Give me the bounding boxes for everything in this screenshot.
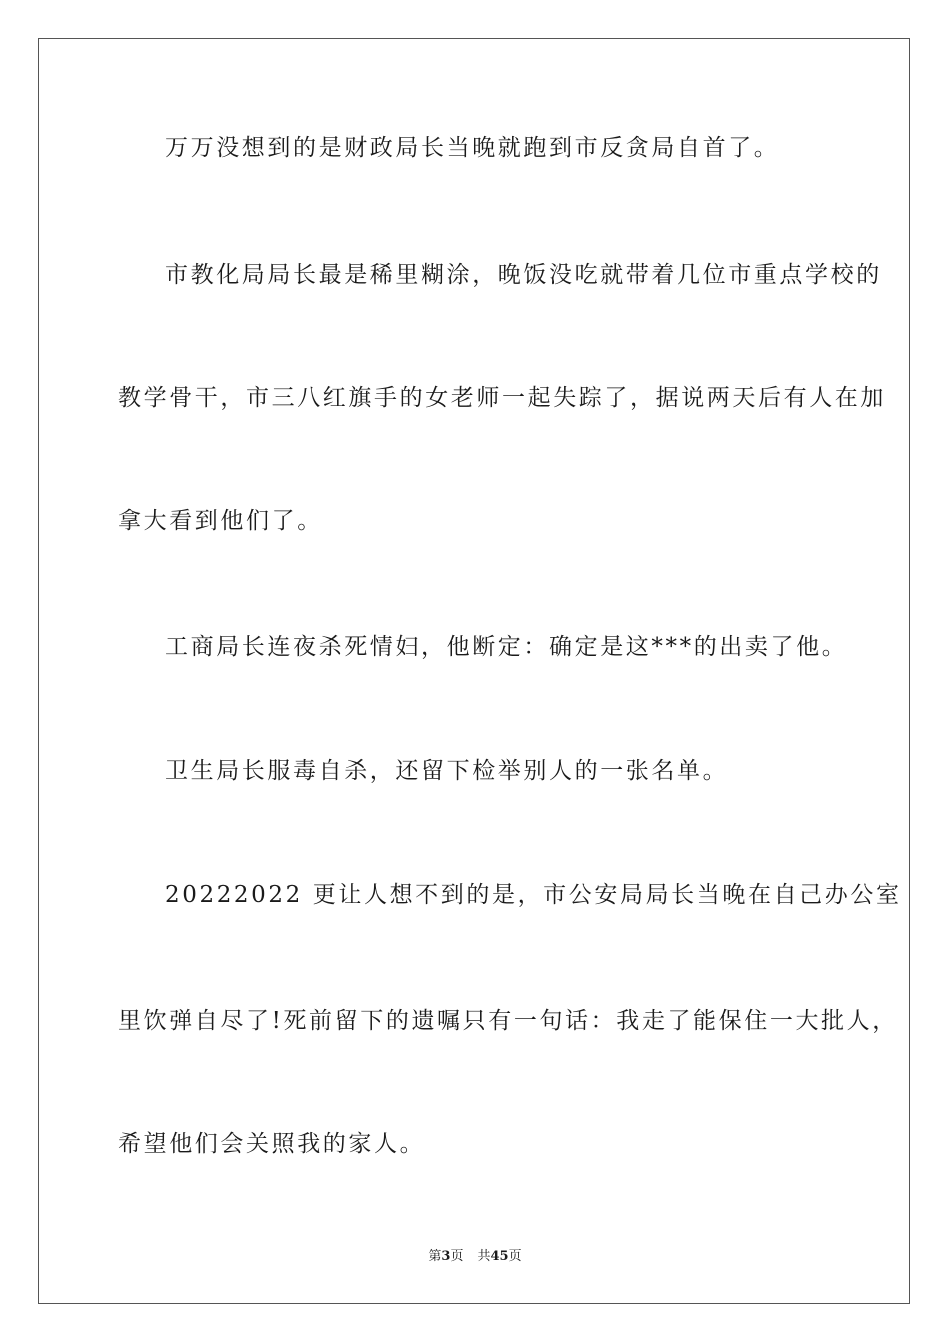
total-pages: 45	[490, 1249, 509, 1264]
page-footer	[0, 1248, 950, 1266]
total-prefix: 共	[477, 1249, 491, 1264]
page-prefix: 第	[428, 1249, 442, 1264]
paragraph-line-6: 卫生局长服毒自杀，还留下检举别人的一张名单。	[165, 758, 729, 784]
paragraph-line-3: 教学骨干，市三八红旗手的女老师一起失踪了，据说两天后有人在加	[118, 385, 886, 411]
total-suffix: 页	[508, 1249, 522, 1264]
page-suffix: 页	[450, 1249, 464, 1264]
paragraph-line-2: 市教化局局长最是稀里糊涂，晚饭没吃就带着几位市重点学校的	[165, 262, 882, 288]
paragraph-line-9: 希望他们会关照我的家人。	[118, 1131, 426, 1157]
paragraph-line-4: 拿大看到他们了。	[118, 508, 323, 534]
paragraph-line-5: 工商局长连夜杀死情妇，他断定：确定是这***的出卖了他。	[165, 634, 848, 660]
page-number: 3	[441, 1249, 451, 1264]
paragraph-line-8: 里饮弹自尽了!死前留下的遗嘱只有一句话：我走了能保住一大批人，	[118, 1008, 898, 1034]
paragraph-line-1: 万万没想到的是财政局长当晚就跑到市反贪局自首了。	[165, 135, 780, 161]
page-border	[38, 38, 910, 1304]
paragraph-line-7: 20222022 更让人想不到的是，市公安局局长当晚在自己办公室	[165, 882, 902, 908]
